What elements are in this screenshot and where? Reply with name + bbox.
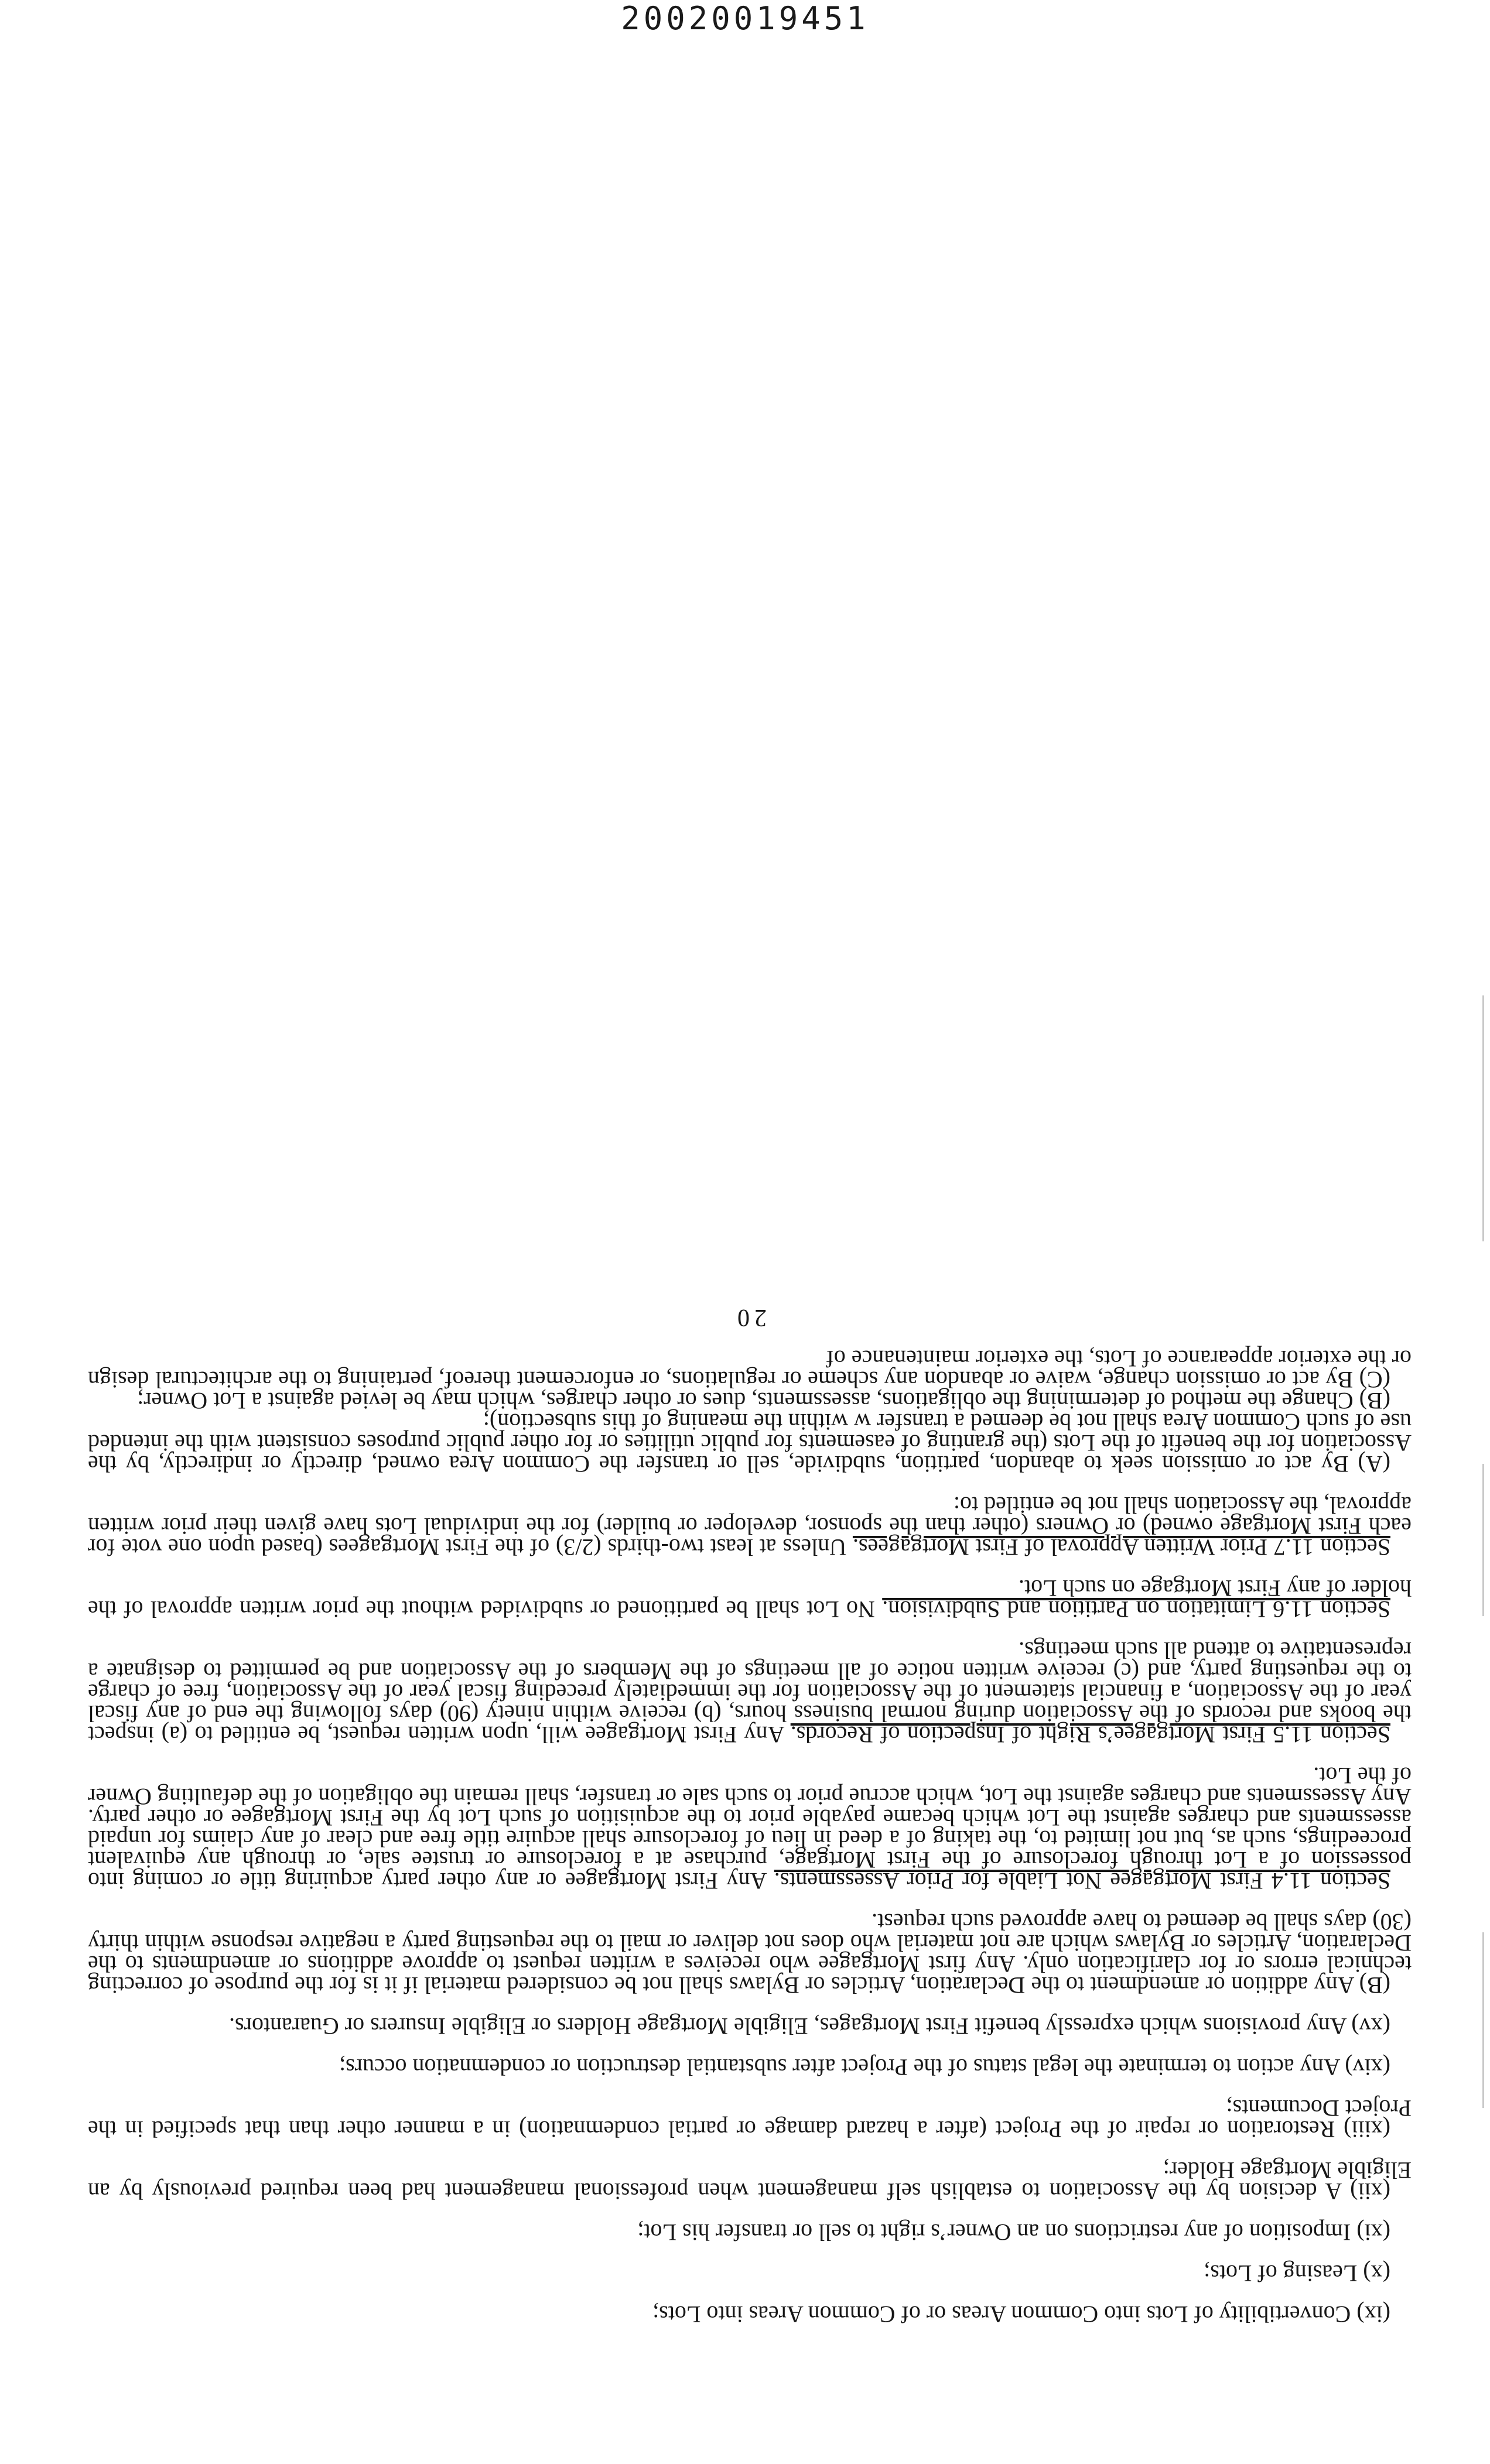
list-item-x: (x) Leasing of Lots; <box>1204 2260 1390 2287</box>
list-item-ix: (ix) Convertibility of Lots into Common Areas or of Common Areas into Lots; <box>652 2301 1390 2328</box>
list-item-xiii: (xiii) Restoration or repair of the Project (after a hazard damage or partial condemnation) in a manner other than that specified in the Project Documents; <box>88 2095 1412 2143</box>
section-11-7-heading: Section 11.7 Prior Written Approval of First Mortgagees. <box>852 1534 1390 1560</box>
list-item-c: (C) By act or omission change, waive or abandon any scheme or regulations, or enforcement thereof, pertaining to the architectural design or the exterior appearance of Lots, the exterior maintenance of <box>88 1346 1412 1393</box>
publication-number: 20020019451 <box>621 0 869 37</box>
section-11-5-body: Any First Mortgagee will, upon written request, be entitled to (a) inspect the books and records of the Association during normal business hours, (b) receive within ninety (90) days following the end of any fiscal year of the Association, a financial statement of the Association for the immediately preceding fiscal year of the Association, free of charge to the requesting party, and (c) receive written notice of all meetings of the Members of the Association and be permitted to designate a representative to attend all such meetings. <box>88 1637 1412 1748</box>
list-item-xii: (xii) A decision by the Association to establish self management when professional management had been required previously by an Eligible Mortgage Holder; <box>88 2157 1412 2205</box>
scan-edge-mark <box>1482 1932 1484 2108</box>
page-body-inverted <box>87 597 1412 2328</box>
section-11-4-body: Any First Mortgagee or any other party acquiring title or coming into possession of a Lot through foreclosure of the First Mortgage, purchase at a foreclosure or trustee sale, or through any equivalent proceedings, such as, but not limited to, the taking of a deed in lieu of foreclosure shall acquire title free and clear of any claims for unpaid assessments and charges against the Lot which became payable prior to the acquisition of such Lot by the First Mortgagee or other party. Any Assessments and charges against the Lot, which accrue prior to such sale or transfer, shall remain the obligation of the defaulting Owner of the Lot. <box>87 1763 1412 1894</box>
section-11-6 <box>88 1575 1412 1623</box>
list-item-a: (A) By act or omission seek to abandon, partition, subdivide, sell or transfer the Common Area owned, directly or indirectly, by the Association for the benefit of the Lots (the granting of easements for public utilities or for other public purposes consistent with the intended use of such Common Area shall not be deemed a transfer w within the meaning of this subsection); <box>88 1409 1412 1477</box>
scan-edge-mark <box>1482 1464 1484 1616</box>
section-11-6-heading: Section 11.6 Limitation on Partition and Subdivision. <box>882 1596 1390 1623</box>
section-11-4 <box>87 1763 1412 1894</box>
section-11-5-heading: Section 11.5 First Mortgagee’s Right of Inspection of Records. <box>790 1722 1390 1748</box>
page-number: 20 <box>733 1304 767 1331</box>
paragraph-b-amendments: (B) Any addition or amendment to the Declaration, Articles or Bylaws shall not be considered material if it is for the purpose of correcting technical errors or for clarification only. Any first Mortgagee who receives a written request to approve additions or amendments to the Declaration, Articles or Bylaws which are not material who does not deliver or mail to the requesting party a negative response within thirty (30) days shall be deemed to have approved such request. <box>88 1909 1412 1998</box>
section-11-4-heading: Section 11.4 First Mortgagee Not Liable for Prior Assessments. <box>774 1868 1390 1894</box>
section-11-7 <box>88 1494 1412 1558</box>
section-11-7-body: Unless at least two-thirds (2/3) of the First Mortgagees (based upon one vote for each First Mortgage owned) or Owners (other than the sponsor, developer or builder) for the individual Lots have given their prior written approval, the Association shall not be entitled to: <box>87 1492 1412 1560</box>
section-11-5 <box>88 1637 1412 1748</box>
list-item-xv: (xv) Any provisions which expressly benefit First Mortgages, Eligible Mortgage Holders or Eligible Insurers or Guarantors. <box>229 2013 1390 2039</box>
list-item-xi: (xi) Imposition of any restrictions on an Owner’s right to sell or transfer his Lot; <box>637 2219 1390 2246</box>
section-11-6-body: No Lot shall be partitioned or subdivided without the prior written approval of the holder of any First Mortgage on such Lot. <box>88 1575 1412 1623</box>
list-item-xiv: (xiv) Any action to terminate the legal status of the Project after substantial destruction or condemnation occurs; <box>339 2054 1390 2080</box>
list-item-b: (B) Change the method of determining the obligations, assessments, dues or other charges, which may be levied against a Lot Owner; <box>137 1388 1390 1414</box>
scan-edge-mark <box>1482 995 1484 1241</box>
